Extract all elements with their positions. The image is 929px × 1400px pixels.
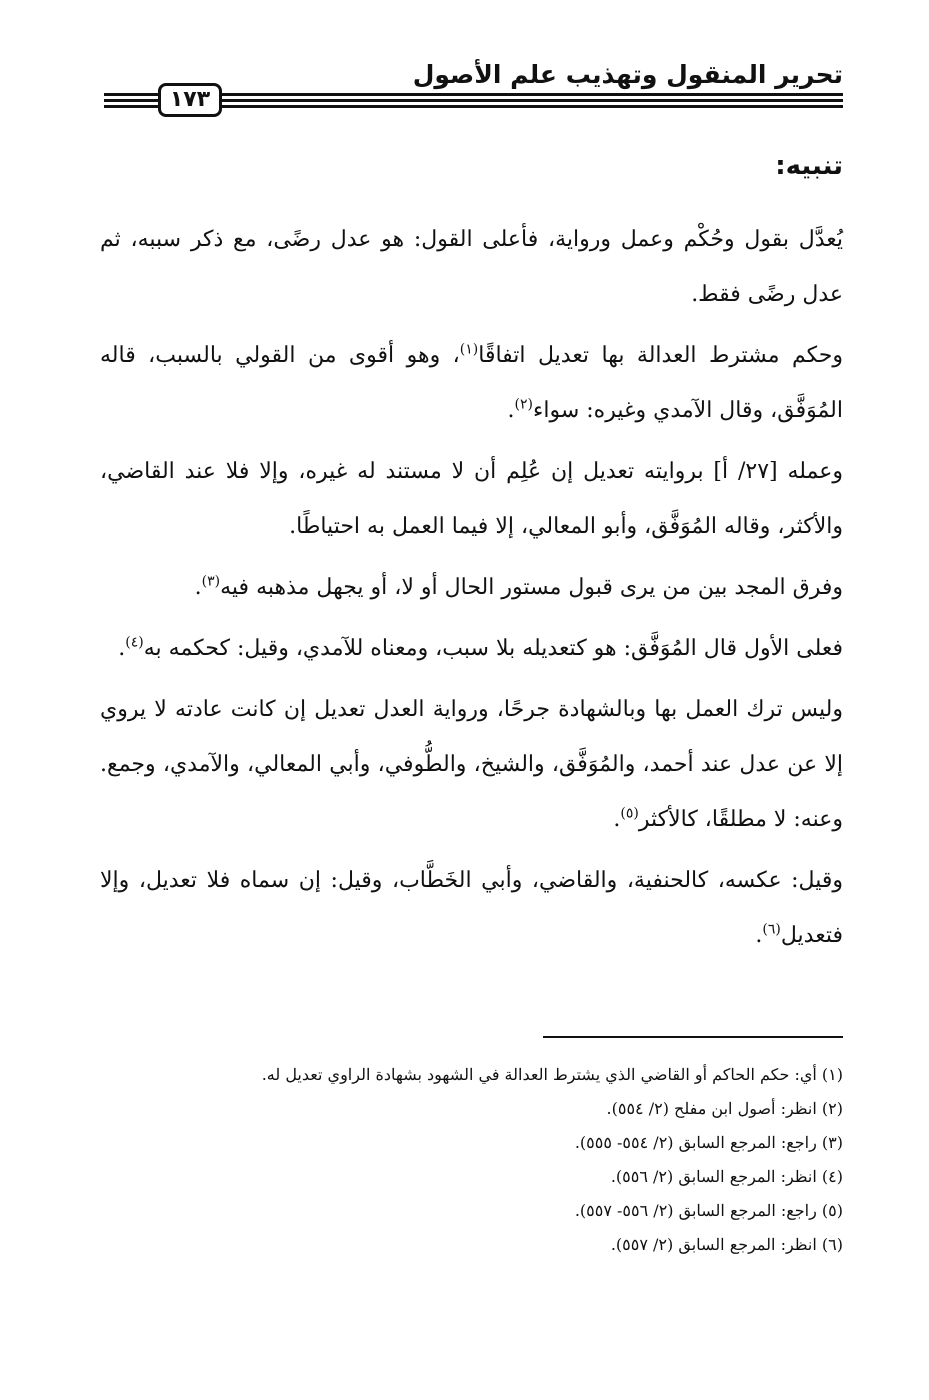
paragraph-text: وفرق المجد بين من يرى قبول مستور الحال أو لا، أو يجهل مذهبه فيه bbox=[220, 575, 843, 600]
paragraph bbox=[100, 621, 843, 676]
paragraph-text: وقيل: عكسه، كالحنفية، والقاضي، وأبي الخَطَّاب، وقيل: إن سماه فلا تعديل، وإلا فتعديل bbox=[100, 868, 843, 948]
footnote-marker[interactable]: (٦) bbox=[762, 921, 781, 938]
paragraph bbox=[100, 328, 843, 438]
footnote-item: (٣) راجع: المرجع السابق (٢/ ٥٥٤- ٥٥٥). bbox=[574, 1133, 843, 1152]
footnote-separator bbox=[543, 1036, 843, 1038]
paragraph-text: يُعدَّل بقول وحُكْم وعمل ورواية، فأعلى القول: هو عدل رضًى، مع ذكر سببه، ثم عدل رضًى فقط. bbox=[100, 227, 843, 307]
running-head-title: تحرير المنقول وتهذيب علم الأصول bbox=[412, 60, 843, 89]
paragraph bbox=[100, 444, 843, 554]
paragraph-text: وليس ترك العمل بها وبالشهادة جرحًا، ورواية العدل تعديل إن كانت عادته لا يروي إلا عن عدل عند أحمد، والمُوَفَّق، والشيخ، والطُّوفي، وأبي المعالي، والآمدي، وجمع. وعنه: لا مطلقًا، كالأكثر bbox=[100, 697, 843, 832]
paragraph-text: . bbox=[194, 575, 202, 600]
footnote-marker[interactable]: (٢) bbox=[514, 396, 534, 413]
footnote-item: (٤) انظر: المرجع السابق (٢/ ٥٥٦). bbox=[610, 1167, 843, 1186]
paragraph-text: . bbox=[507, 398, 515, 423]
section-heading: تنبيه: bbox=[775, 151, 843, 181]
footnote-item: (١) أي: حكم الحاكم أو القاضي الذي يشترط العدالة في الشهود بشهادة الراوي تعديل له. bbox=[261, 1065, 843, 1084]
paragraph bbox=[100, 853, 843, 963]
paragraph-text: فعلى الأول قال المُوَفَّق: هو كتعديله بلا سبب، ومعناه للآمدي، وقيل: كحكمه به bbox=[143, 636, 843, 661]
page-number: ١٧٣ bbox=[158, 83, 222, 117]
footnote-item: (٥) راجع: المرجع السابق (٢/ ٥٥٦- ٥٥٧). bbox=[574, 1201, 843, 1220]
footnote-marker[interactable]: (١) bbox=[459, 341, 479, 358]
paragraph-text: . bbox=[613, 807, 621, 832]
paragraph bbox=[100, 682, 843, 847]
main-text bbox=[100, 212, 843, 969]
footnote-marker[interactable]: (٣) bbox=[201, 573, 221, 590]
footnote-item: (٦) انظر: المرجع السابق (٢/ ٥٥٧). bbox=[610, 1235, 843, 1254]
paragraph-text: ، وهو أقوى من القولي بالسبب، قاله المُوَفَّق، وقال الآمدي وغيره: سواء bbox=[100, 343, 843, 423]
footnote-marker[interactable]: (٥) bbox=[620, 805, 639, 822]
paragraph-text: . bbox=[118, 636, 126, 661]
footnote-marker[interactable]: (٤) bbox=[125, 634, 144, 651]
footnotes bbox=[100, 1058, 843, 1262]
paragraph-text: وعمله [٢٧/ أ] بروايته تعديل إن عُلِم أن لا مستند له غيره، وإلا فلا عند القاضي، والأكثر، وقاله المُوَفَّق، وأبو المعالي، إلا فيما العمل به احتياطًا. bbox=[100, 459, 844, 539]
paragraph-text: وحكم مشترط العدالة بها تعديل اتفاقًا bbox=[478, 343, 843, 368]
paragraph bbox=[100, 560, 843, 615]
paragraph-text: . bbox=[755, 923, 763, 948]
footnote-item: (٢) انظر: أصول ابن مفلح (٢/ ٥٥٤). bbox=[606, 1099, 843, 1118]
paragraph bbox=[100, 212, 843, 322]
